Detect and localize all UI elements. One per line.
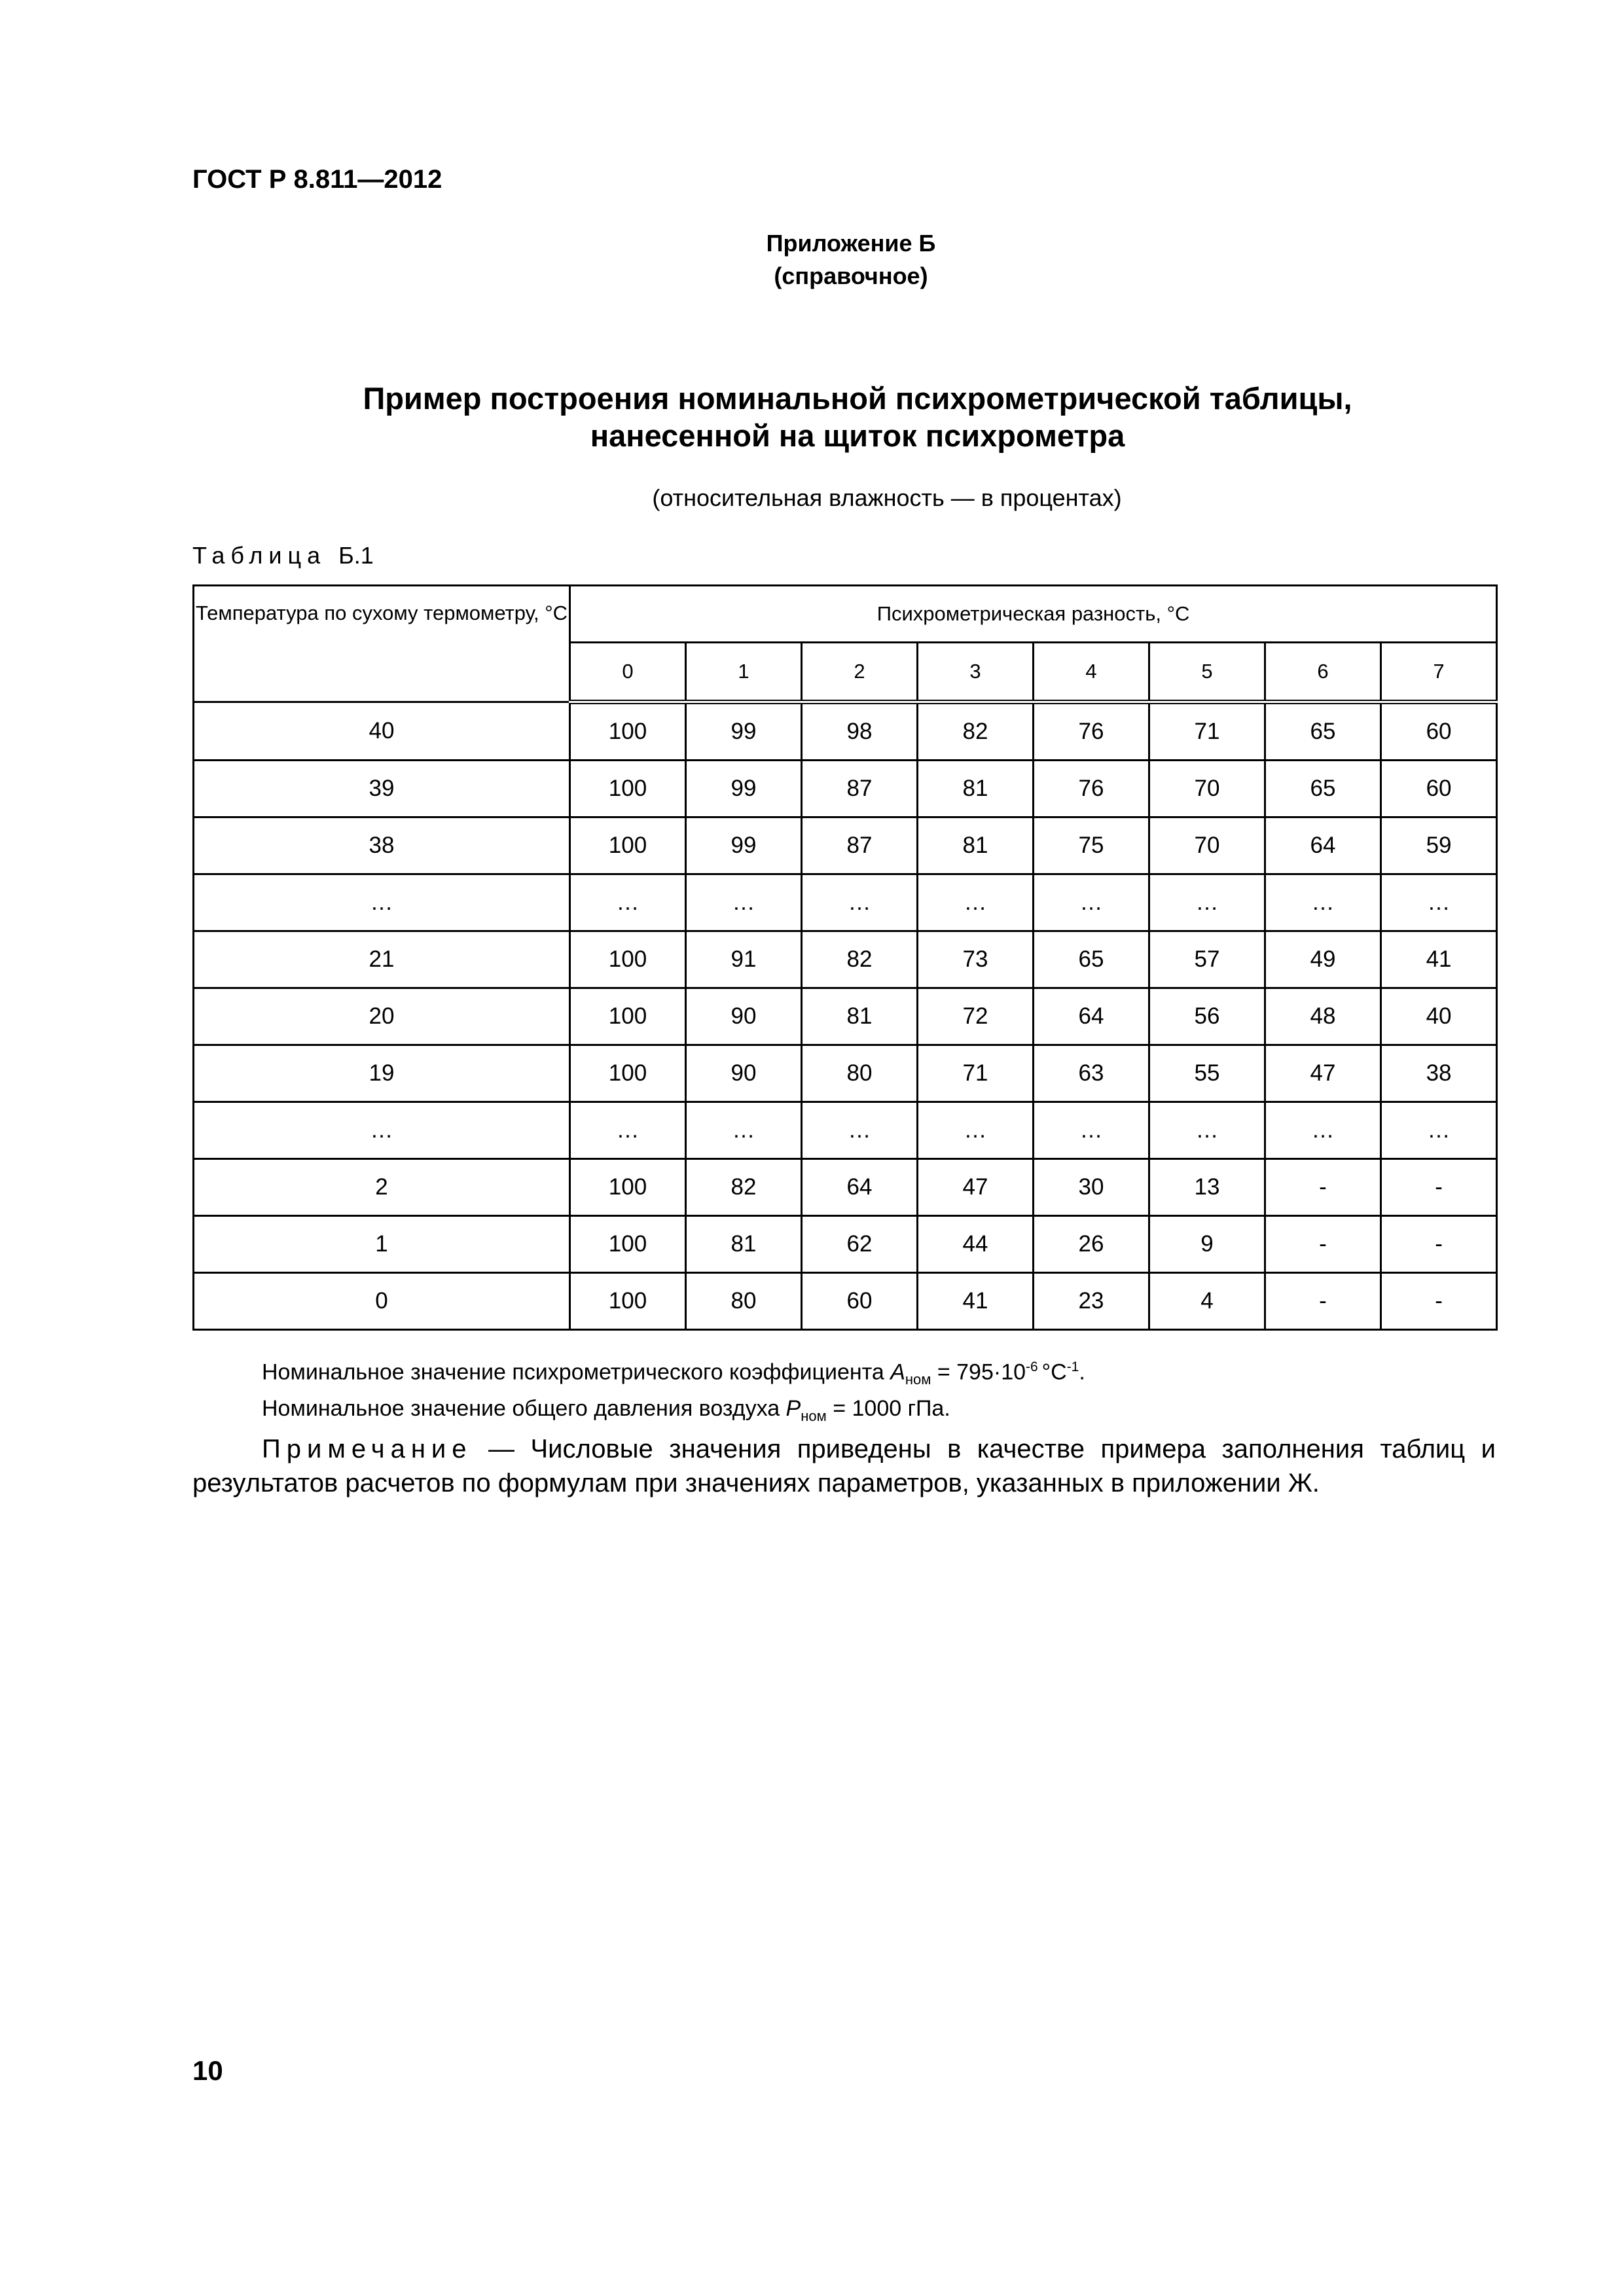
humidity-cell: 59 <box>1381 817 1497 874</box>
difference-column-header: 7 <box>1381 643 1497 702</box>
humidity-cell: 90 <box>686 1045 802 1102</box>
table-row <box>194 874 1497 931</box>
humidity-cell: 100 <box>570 1216 686 1273</box>
temperature-cell: 40 <box>194 702 570 761</box>
humidity-cell: 44 <box>918 1216 1034 1273</box>
humidity-cell: 65 <box>1265 761 1381 817</box>
difference-column-header: 4 <box>1034 643 1149 702</box>
humidity-cell: 76 <box>1034 702 1149 761</box>
humidity-cell: 41 <box>918 1273 1034 1330</box>
humidity-cell: 26 <box>1034 1216 1149 1273</box>
humidity-cell: - <box>1381 1159 1497 1216</box>
difference-column-header: 0 <box>570 643 686 702</box>
appendix-heading <box>753 227 949 293</box>
humidity-cell: 57 <box>1149 931 1265 988</box>
humidity-cell: … <box>686 1102 802 1159</box>
difference-column-header: 3 <box>918 643 1034 702</box>
humidity-cell: 64 <box>1034 988 1149 1045</box>
humidity-cell: 30 <box>1034 1159 1149 1216</box>
table-row <box>194 702 1497 761</box>
pressure-note: Номинальное значение общего давления воздуха $P_{ном} = 1000$ гПа. <box>262 1396 950 1424</box>
humidity-cell: 100 <box>570 1159 686 1216</box>
humidity-cell: 100 <box>570 1273 686 1330</box>
difference-column-header: 2 <box>802 643 918 702</box>
humidity-cell: 49 <box>1265 931 1381 988</box>
humidity-cell: 41 <box>1381 931 1497 988</box>
humidity-cell: 81 <box>802 988 918 1045</box>
humidity-cell: 99 <box>686 761 802 817</box>
table-label: Таблица <box>192 542 327 569</box>
humidity-cell: 60 <box>802 1273 918 1330</box>
humidity-cell: 81 <box>686 1216 802 1273</box>
humidity-cell: … <box>686 874 802 931</box>
temperature-cell: 19 <box>194 1045 570 1102</box>
humidity-cell: … <box>802 874 918 931</box>
humidity-cell: … <box>570 1102 686 1159</box>
humidity-cell: … <box>1034 1102 1149 1159</box>
humidity-cell: 80 <box>686 1273 802 1330</box>
humidity-cell: 90 <box>686 988 802 1045</box>
table-row <box>194 1045 1497 1102</box>
humidity-cell: 87 <box>802 761 918 817</box>
humidity-cell: … <box>1381 1102 1497 1159</box>
humidity-cell: 23 <box>1034 1273 1149 1330</box>
humidity-cell: 65 <box>1265 702 1381 761</box>
remark-label: Примечание <box>262 1434 473 1463</box>
table-row <box>194 1273 1497 1330</box>
humidity-cell: 99 <box>686 702 802 761</box>
humidity-cell: 99 <box>686 817 802 874</box>
humidity-cell: 91 <box>686 931 802 988</box>
humidity-cell: 100 <box>570 1045 686 1102</box>
humidity-cell: - <box>1381 1216 1497 1273</box>
difference-column-header: 5 <box>1149 643 1265 702</box>
humidity-cell: 82 <box>918 702 1034 761</box>
temperature-cell: … <box>194 874 570 931</box>
humidity-cell: 82 <box>686 1159 802 1216</box>
humidity-cell: 40 <box>1381 988 1497 1045</box>
temperature-cell: 38 <box>194 817 570 874</box>
humidity-cell: 60 <box>1381 702 1497 761</box>
humidity-cell: 13 <box>1149 1159 1265 1216</box>
humidity-cell: 48 <box>1265 988 1381 1045</box>
table-row <box>194 931 1497 988</box>
humidity-cell: 100 <box>570 702 686 761</box>
table-row <box>194 817 1497 874</box>
humidity-cell: 100 <box>570 817 686 874</box>
table-caption <box>192 542 374 569</box>
humidity-cell: 60 <box>1381 761 1497 817</box>
humidity-cell: 80 <box>802 1045 918 1102</box>
notes-section <box>192 1352 1496 1500</box>
difference-group-header: Психрометрическая разность, °С <box>570 586 1497 643</box>
difference-column-header: 1 <box>686 643 802 702</box>
temperature-column-header: Температура по сухому термометру, °С <box>194 586 570 702</box>
temperature-cell: 1 <box>194 1216 570 1273</box>
table-row <box>194 988 1497 1045</box>
psychrometric-table <box>192 584 1498 1331</box>
remark-note <box>192 1432 1496 1500</box>
humidity-cell: … <box>1149 1102 1265 1159</box>
appendix-status: (справочное) <box>774 262 928 289</box>
humidity-cell: 38 <box>1381 1045 1497 1102</box>
humidity-cell: 71 <box>918 1045 1034 1102</box>
humidity-cell: … <box>1034 874 1149 931</box>
humidity-cell: 72 <box>918 988 1034 1045</box>
humidity-cell: - <box>1381 1273 1497 1330</box>
table-row <box>194 1102 1497 1159</box>
humidity-cell: 62 <box>802 1216 918 1273</box>
humidity-cell: … <box>918 1102 1034 1159</box>
humidity-cell: - <box>1265 1216 1381 1273</box>
humidity-cell: 98 <box>802 702 918 761</box>
humidity-cell: 70 <box>1149 761 1265 817</box>
humidity-cell: … <box>570 874 686 931</box>
units-note: (относительная влажность — в процентах) <box>652 484 1122 511</box>
table-row <box>194 1159 1497 1216</box>
humidity-cell: 75 <box>1034 817 1149 874</box>
humidity-cell: 87 <box>802 817 918 874</box>
remark-text: — Числовые значения приведены в качестве примера заполнения таблиц и результатов расчетов по формулам при значениях параметров, указанных в приложении Ж. <box>192 1434 1496 1498</box>
humidity-cell: 55 <box>1149 1045 1265 1102</box>
humidity-cell: 100 <box>570 931 686 988</box>
humidity-cell: 81 <box>918 817 1034 874</box>
humidity-cell: … <box>918 874 1034 931</box>
temperature-cell: 39 <box>194 761 570 817</box>
humidity-cell: 100 <box>570 761 686 817</box>
appendix-label: Приложение Б <box>766 230 936 257</box>
table-number: Б.1 <box>338 542 374 569</box>
difference-column-header: 6 <box>1265 643 1381 702</box>
humidity-cell: 47 <box>918 1159 1034 1216</box>
page-number: 10 <box>192 2055 223 2086</box>
title-line-1: Пример построения номинальной психрометрической таблицы, <box>363 381 1352 416</box>
humidity-cell: … <box>1381 874 1497 931</box>
temperature-cell: 21 <box>194 931 570 988</box>
humidity-cell: 65 <box>1034 931 1149 988</box>
humidity-cell: 70 <box>1149 817 1265 874</box>
humidity-cell: 81 <box>918 761 1034 817</box>
table-row <box>194 761 1497 817</box>
humidity-cell: 71 <box>1149 702 1265 761</box>
page-title <box>196 380 1519 454</box>
temperature-cell: … <box>194 1102 570 1159</box>
humidity-cell: … <box>802 1102 918 1159</box>
temperature-cell: 0 <box>194 1273 570 1330</box>
humidity-cell: … <box>1149 874 1265 931</box>
humidity-cell: … <box>1265 1102 1381 1159</box>
humidity-cell: 100 <box>570 988 686 1045</box>
humidity-cell: 76 <box>1034 761 1149 817</box>
coefficient-note: Номинальное значение психрометрического коэффициента $A_{ном} = 795\cdot 10^{-6}$ $^\circ С^{-1}$. <box>262 1359 1085 1388</box>
temperature-cell: 20 <box>194 988 570 1045</box>
humidity-cell: - <box>1265 1273 1381 1330</box>
humidity-cell: - <box>1265 1159 1381 1216</box>
humidity-cell: 47 <box>1265 1045 1381 1102</box>
humidity-cell: 73 <box>918 931 1034 988</box>
humidity-cell: 63 <box>1034 1045 1149 1102</box>
humidity-cell: 9 <box>1149 1216 1265 1273</box>
temperature-cell: 2 <box>194 1159 570 1216</box>
document-code: ГОСТ Р 8.811—2012 <box>192 165 442 194</box>
humidity-cell: 64 <box>802 1159 918 1216</box>
humidity-cell: 56 <box>1149 988 1265 1045</box>
humidity-cell: … <box>1265 874 1381 931</box>
title-line-2: нанесенной на щиток психрометра <box>590 418 1125 453</box>
humidity-cell: 4 <box>1149 1273 1265 1330</box>
humidity-cell: 64 <box>1265 817 1381 874</box>
humidity-cell: 82 <box>802 931 918 988</box>
table-row <box>194 1216 1497 1273</box>
